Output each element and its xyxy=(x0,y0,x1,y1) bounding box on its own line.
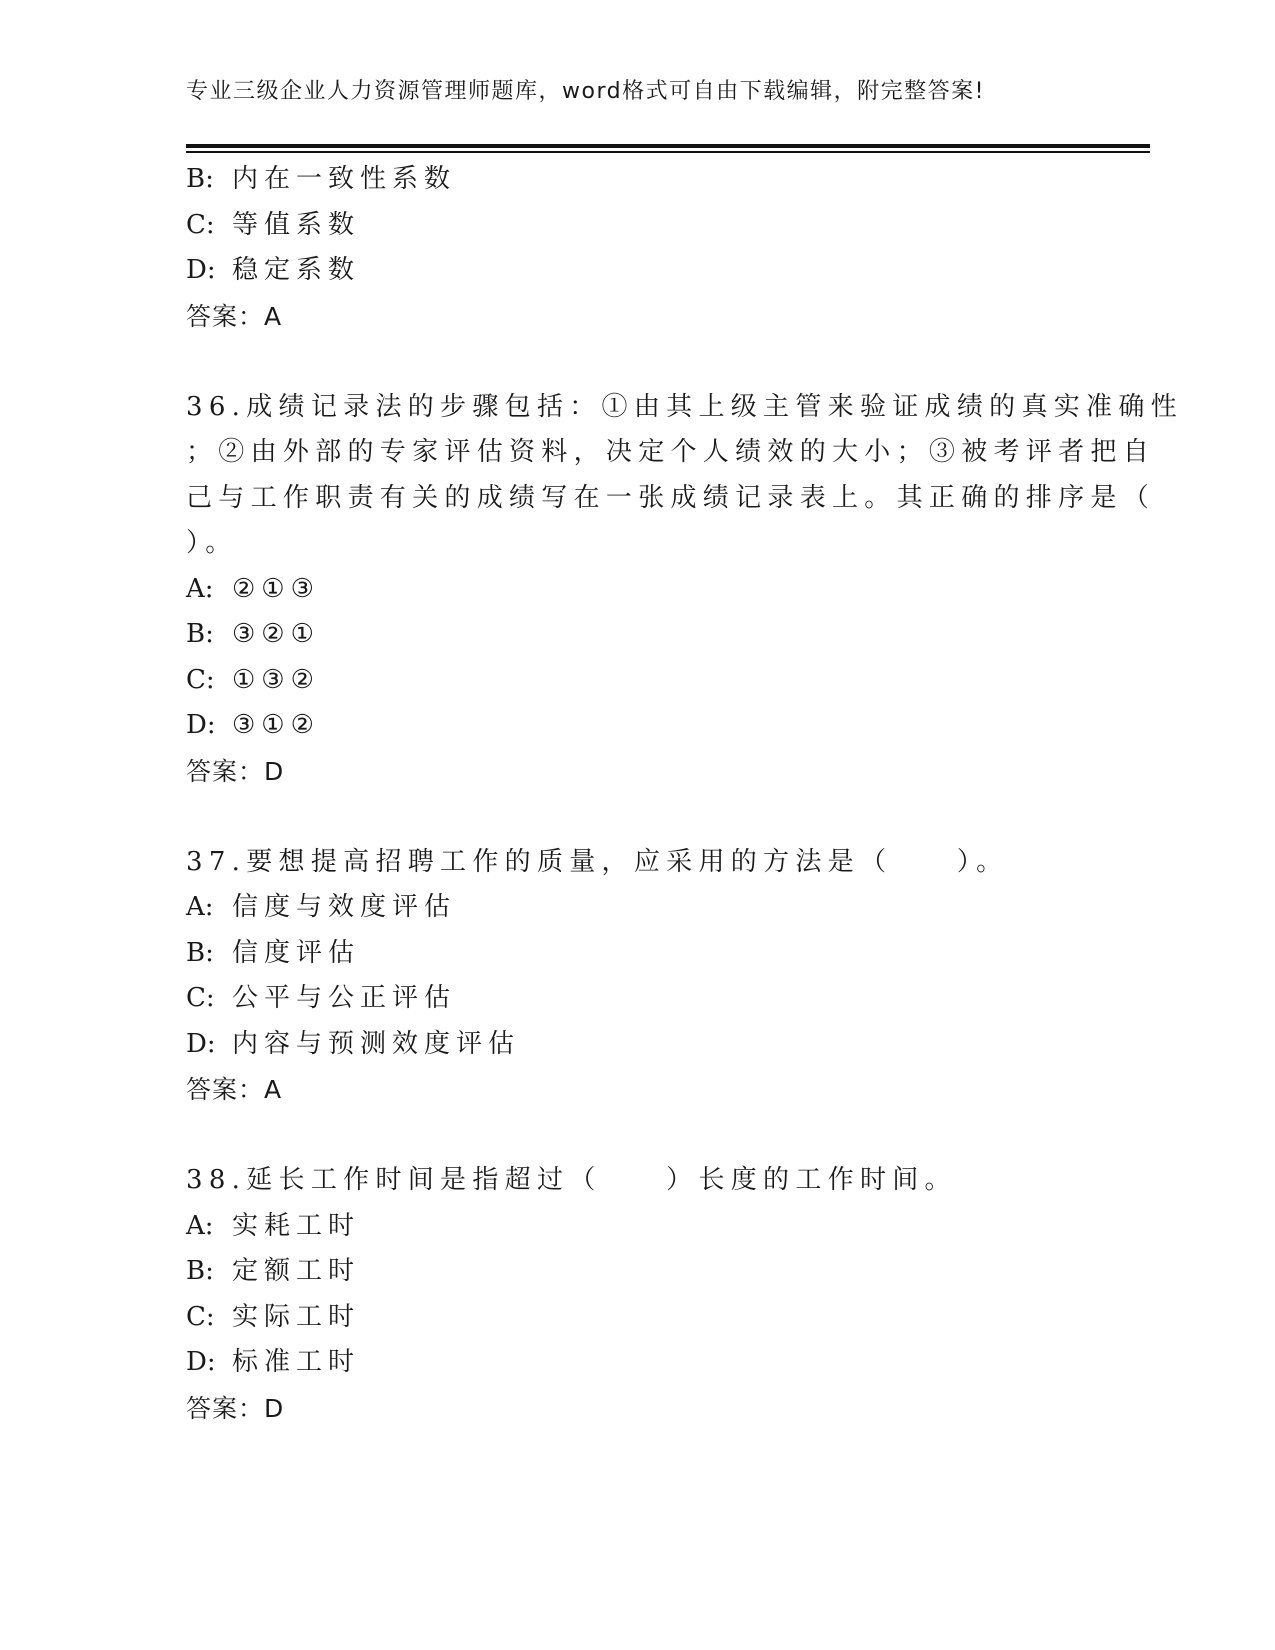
question-stem-line: 36.成绩记录法的步骤包括：①由其上级主管来验证成绩的真实准确性 xyxy=(186,391,1183,422)
option-text: 实耗工时 xyxy=(232,1210,361,1241)
answer-line: 答案：D xyxy=(186,756,285,786)
question-35-tail xyxy=(186,157,1066,339)
option-letter: B: xyxy=(186,619,214,649)
option-letter: D: xyxy=(186,255,216,285)
page-header-title: 专业三级企业人力资源管理师题库，word格式可自由下载编辑，附完整答案! xyxy=(186,79,985,104)
question-stem-line: ）。 xyxy=(186,528,238,558)
header-divider-thick xyxy=(186,144,1150,148)
option-letter: C: xyxy=(186,664,215,695)
option-letter: B: xyxy=(186,937,214,968)
option-c xyxy=(186,976,1066,1022)
option-a xyxy=(186,885,1066,931)
option-letter: B: xyxy=(186,1256,214,1286)
option-text: ③①② xyxy=(232,710,320,740)
option-text: 信度与效度评估 xyxy=(232,892,457,922)
option-text: 稳定系数 xyxy=(232,255,361,285)
question-stem-line: 38.延长工作时间是指超过（ ）长度的工作时间。 xyxy=(186,1165,957,1195)
option-b xyxy=(186,612,1066,658)
question-38 xyxy=(186,1158,1066,1431)
option-letter: C: xyxy=(186,983,215,1013)
question-stem-line: ；②由外部的专家评估资料，决定个人绩效的大小；③被考评者把自 xyxy=(186,437,1156,467)
option-d xyxy=(186,703,1066,749)
option-text: ③②① xyxy=(232,619,320,649)
question-content xyxy=(186,157,1183,1431)
option-letter: D: xyxy=(186,1028,216,1059)
option-text: 公平与公正评估 xyxy=(232,983,457,1013)
option-letter: B: xyxy=(186,164,214,194)
option-letter: D: xyxy=(186,710,216,740)
spacer xyxy=(186,794,1066,840)
spacer xyxy=(186,1113,1066,1159)
option-text: 内在一致性系数 xyxy=(232,164,457,194)
option-letter: C: xyxy=(186,1301,215,1332)
header-divider-thin xyxy=(186,151,1150,153)
option-text: 内容与预测效度评估 xyxy=(232,1028,521,1059)
option-b xyxy=(186,157,1066,203)
question-37 xyxy=(186,840,1066,1113)
option-c xyxy=(186,658,1066,704)
option-a xyxy=(186,567,1066,613)
option-letter: C: xyxy=(186,209,215,240)
option-letter: A: xyxy=(186,1210,214,1241)
option-letter: A: xyxy=(186,573,214,604)
option-d xyxy=(186,248,1066,294)
question-stem-line: 己与工作职责有关的成绩写在一张成绩记录表上。其正确的排序是（ xyxy=(186,482,1156,513)
option-c xyxy=(186,203,1066,249)
option-text: 信度评估 xyxy=(232,937,361,968)
option-text: ②①③ xyxy=(232,573,320,604)
option-d xyxy=(186,1022,1066,1068)
question-stem-line: 37.要想提高招聘工作的质量，应采用的方法是（ ）。 xyxy=(186,846,1009,877)
spacer xyxy=(186,339,1066,385)
option-b xyxy=(186,1249,1066,1295)
answer-line: 答案：D xyxy=(186,1393,285,1423)
option-letter: A: xyxy=(186,892,214,922)
question-36 xyxy=(186,385,1183,795)
option-text: ①③② xyxy=(232,664,320,695)
option-b xyxy=(186,931,1066,977)
option-text: 标准工时 xyxy=(232,1347,361,1377)
option-text: 等值系数 xyxy=(232,209,361,240)
option-text: 实际工时 xyxy=(232,1301,361,1332)
option-letter: D: xyxy=(186,1347,216,1377)
option-text: 定额工时 xyxy=(232,1256,361,1286)
option-d xyxy=(186,1340,1066,1386)
option-a xyxy=(186,1204,1066,1250)
answer-line: 答案：A xyxy=(186,301,283,331)
option-c xyxy=(186,1295,1066,1341)
answer-line: 答案：A xyxy=(186,1075,283,1104)
